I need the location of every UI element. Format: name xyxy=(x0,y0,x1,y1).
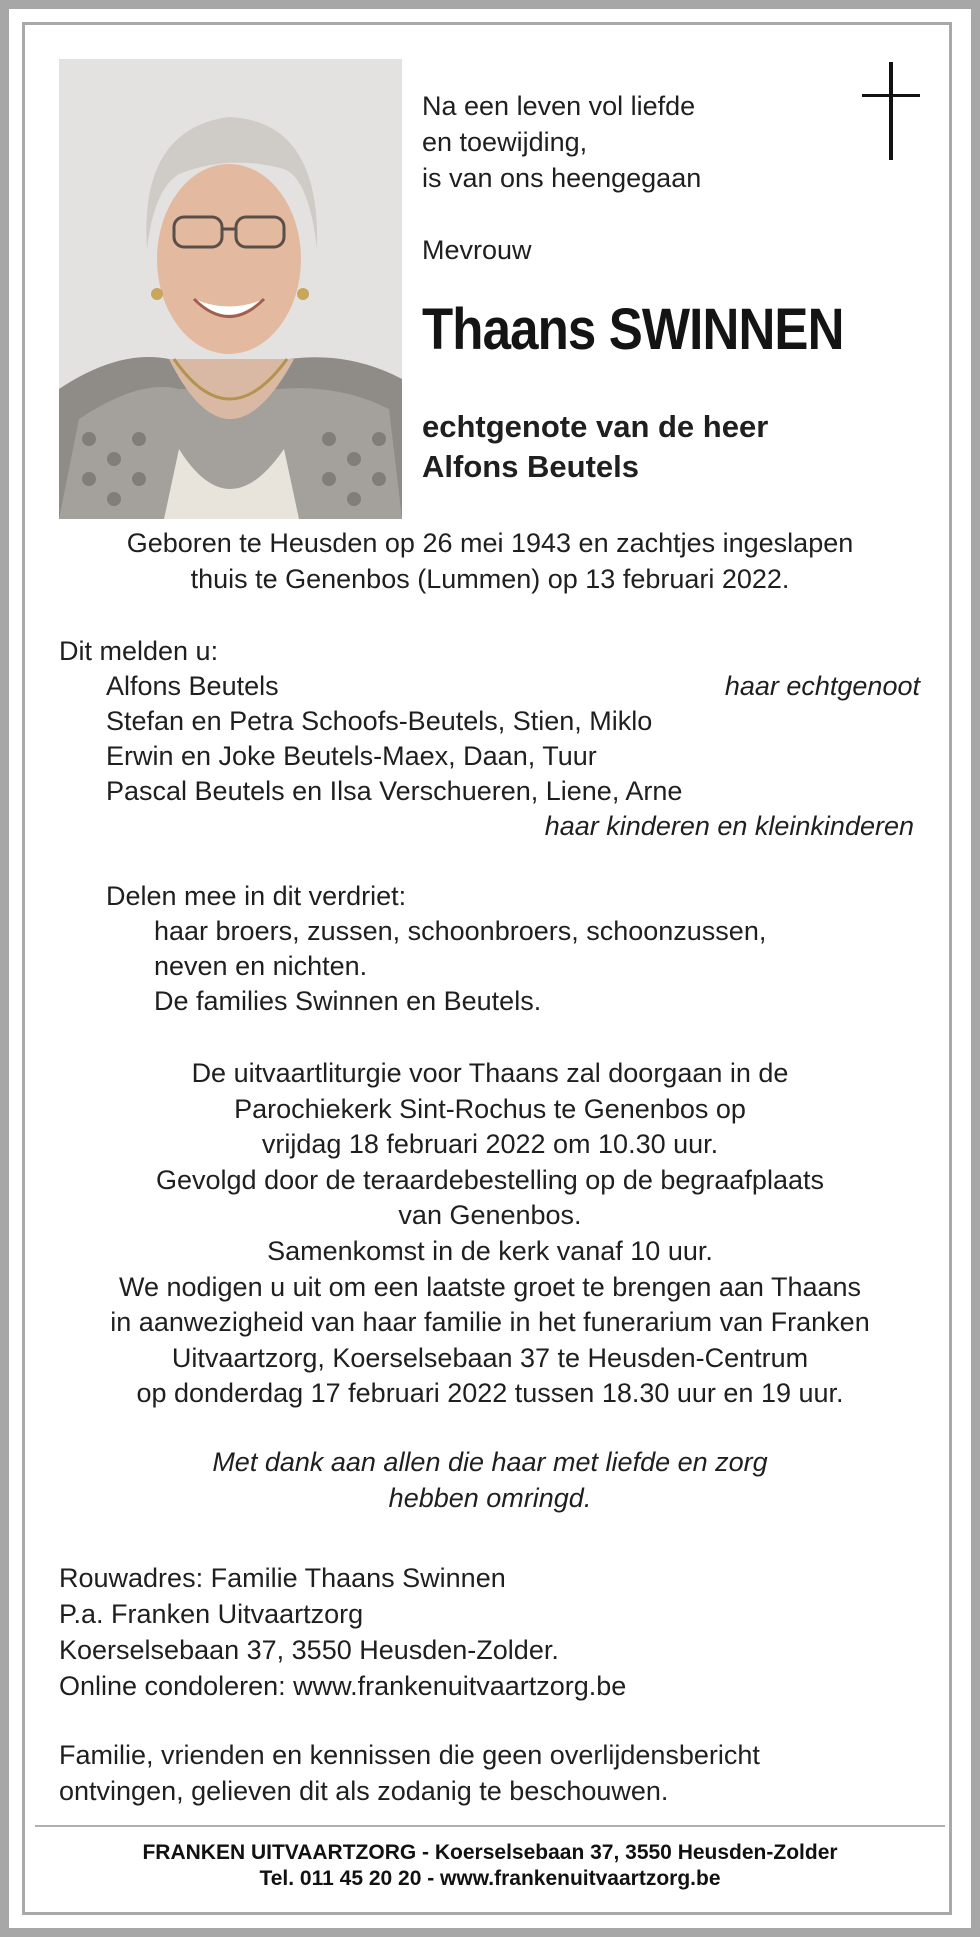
share-line: neven en nichten. xyxy=(154,951,368,981)
footer xyxy=(35,1840,945,1892)
service-line: op donderdag 17 februari 2022 tussen 18.30 uur en 19 uur. xyxy=(136,1378,844,1409)
thanks-line: Met dank aan allen die haar met liefde en zorg xyxy=(212,1447,768,1477)
notice-line: Familie, vrienden en kennissen die geen overlijdensbericht xyxy=(59,1740,760,1770)
service-line: Parochiekerk Sint-Rochus te Genenbos op xyxy=(234,1093,746,1124)
notice-text xyxy=(59,1737,760,1809)
title-prefix: Mevrouw xyxy=(422,235,532,265)
thanks-text xyxy=(35,1444,945,1516)
portrait-photo xyxy=(59,59,402,519)
service-line: We nodigen u uit om een laatste groet te brengen aan Thaans xyxy=(118,1271,862,1302)
spouse-text xyxy=(422,407,768,487)
intro-text xyxy=(422,88,701,196)
intro-line: en toewijding, xyxy=(422,127,588,157)
spouse-line: echtgenote van de heer xyxy=(422,409,769,444)
share-heading: Delen mee in dit verdriet: xyxy=(106,881,407,911)
announce-heading: Dit melden u: xyxy=(59,636,219,666)
address-line: P.a. Franken Uitvaartzorg xyxy=(59,1599,364,1629)
birth-info xyxy=(35,525,945,597)
footer-line: FRANKEN UITVAARTZORG - Koerselsebaan 37, 3550 Heusden-Zolder xyxy=(142,1841,838,1864)
share-line: haar broers, zussen, schoonbroers, schoonzussen, xyxy=(154,916,767,946)
service-line: in aanwezigheid van haar familie in het funerarium van Franken xyxy=(110,1307,870,1338)
footer-contact[interactable]: Tel. 011 45 20 20 - www.frankenuitvaartzorg.be xyxy=(259,1867,721,1890)
address-line: Koerselsebaan 37, 3550 Heusden-Zolder. xyxy=(59,1635,559,1665)
mourning-address xyxy=(59,1560,626,1704)
children-line: Erwin en Joke Beutels-Maex, Daan, Tuur xyxy=(106,741,597,771)
notice-line: ontvingen, gelieven dit als zodanig te beschouwen. xyxy=(59,1776,669,1806)
spouse-line: Alfons Beutels xyxy=(422,449,640,484)
birth-line: thuis te Genenbos (Lummen) op 13 februari 2022. xyxy=(190,564,790,594)
address-line: Rouwadres: Familie Thaans Swinnen xyxy=(59,1563,506,1593)
birth-line: Geboren te Heusden op 26 mei 1943 en zachtjes ingeslapen xyxy=(126,528,854,558)
spouse-role: haar echtgenoot xyxy=(724,671,920,701)
cross-icon xyxy=(862,62,920,160)
thanks-line: hebben omringd. xyxy=(388,1483,592,1513)
footer-divider xyxy=(35,1825,945,1827)
condolence-link[interactable]: Online condoleren: www.frankenuitvaartzorg.be xyxy=(59,1671,627,1701)
intro-line: is van ons heengegaan xyxy=(422,163,702,193)
service-line: Samenkomst in de kerk vanaf 10 uur. xyxy=(267,1235,713,1266)
children-role: haar kinderen en kleinkinderen xyxy=(544,811,914,841)
children-line: Stefan en Petra Schoofs-Beutels, Stien, Miklo xyxy=(106,706,653,736)
children-line: Pascal Beutels en Ilsa Verschueren, Liene, Arne xyxy=(106,776,683,806)
portrait-icon xyxy=(59,59,402,519)
service-line: Uitvaartzorg, Koerselsebaan 37 te Heusden-Centrum xyxy=(171,1342,809,1373)
share-line: De families Swinnen en Beutels. xyxy=(154,986,542,1016)
service-line: De uitvaartliturgie voor Thaans zal doorgaan in de xyxy=(191,1058,789,1088)
intro-line: Na een leven vol liefde xyxy=(422,91,696,121)
service-line: van Genenbos. xyxy=(398,1200,582,1231)
service-line: Gevolgd door de teraardebestelling op de begraafplaats xyxy=(156,1164,824,1195)
service-line: vrijdag 18 februari 2022 om 10.30 uur. xyxy=(261,1129,719,1160)
deceased-name: Thaans SWINNEN xyxy=(422,297,844,362)
service-info xyxy=(35,1056,945,1412)
spouse-name: Alfons Beutels xyxy=(106,671,279,701)
